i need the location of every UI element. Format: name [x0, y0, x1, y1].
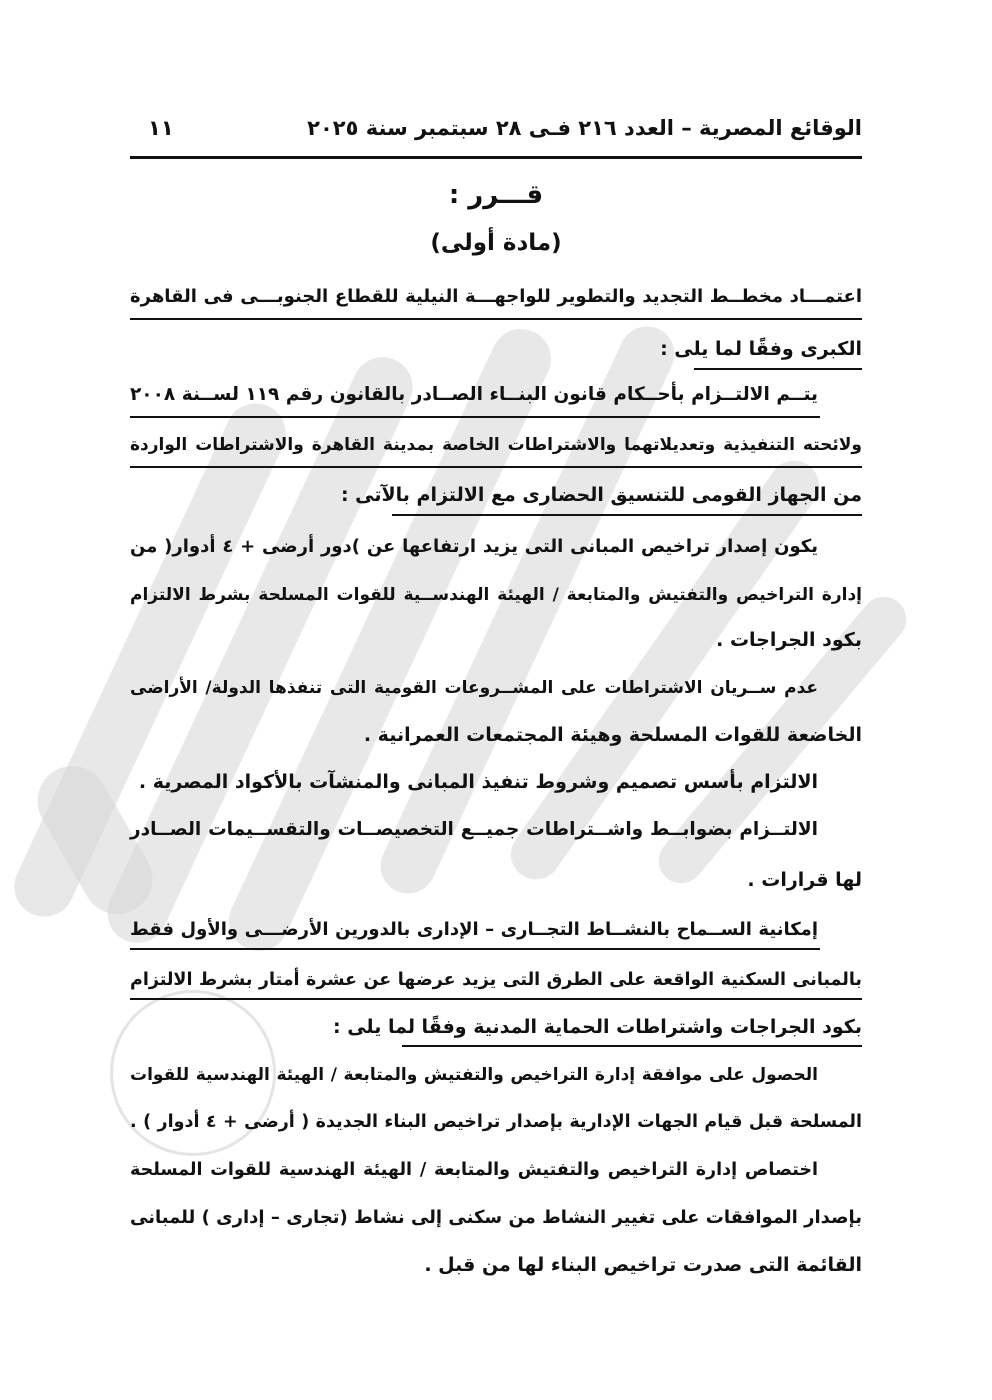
text-line: اعتمـــاد مخطــط التجديد والتطوير للواجهـــة النيلية للقطاع الجنوبـــى فى القاهرة — [130, 286, 862, 307]
text-line: المسلحة قبل قيام الجهات الإدارية بإصدار تراخيص البناء الجديدة ( أرضى + ٤ أدوار ) . — [130, 1112, 862, 1132]
underline — [130, 948, 820, 950]
text-line: إدارة التراخيص والتفتيش والمتابعة / الهيئة الهندســية للقوات المسلحة بشرط الالتزام — [130, 585, 862, 605]
page-header — [130, 112, 862, 152]
text-line: الكبرى وفقًا لما يلى : — [660, 338, 862, 360]
text-line: بإصدار الموافقات على تغيير النشاط من سكنى إلى نشاط (تجارى – إدارى ) للمبانى — [130, 1207, 862, 1228]
article-heading: (مادة أولى) — [430, 230, 562, 256]
text-line: الحصول على موافقة إدارة التراخيص والتفتيش والمتابعة / الهيئة الهندسية للقوات — [130, 1065, 818, 1085]
underline — [130, 318, 862, 320]
text-line: لها قرارات . — [747, 869, 862, 891]
text-line: القائمة التى صدرت تراخيص البناء لها من قبل . — [424, 1254, 862, 1276]
header-title: الوقائع المصرية – العدد ٢١٦ فـى ٢٨ سبتمبر سنة ٢٠٢٥ — [307, 116, 862, 140]
text-line: الخاضعة للقوات المسلحة وهيئة المجتمعات العمرانية . — [363, 724, 862, 746]
text-line: الالتــزام بضوابــط واشــتراطات جميــع التخصيصــات والتقســيمات الصــادر — [130, 819, 818, 840]
page-number: ١١ — [148, 116, 174, 140]
text-line: يكون إصدار تراخيص المبانى التى يزيد ارتفاعها عن )دور أرضى + ٤ أدوار( من — [130, 536, 818, 557]
decision-heading: قـــرر : — [448, 180, 544, 210]
text-line: بكود الجراجات واشتراطات الحماية المدنية وفقًا لما يلى : — [333, 1016, 862, 1038]
underline — [402, 1045, 862, 1047]
text-line: يتــم الالتــزام بأحــكام قانون البنــاء الصــادر بالقانون رقم ١١٩ لســنة ٢٠٠٨ — [130, 384, 818, 405]
underline — [130, 466, 862, 468]
text-line: الالتزام بأسس تصميم وشروط تنفيذ المبانى والمنشآت بالأكواد المصرية . — [138, 771, 818, 793]
text-line: بالمبانى السكنية الواقعة على الطرق التى يزيد عرضها عن عشرة أمتار بشرط الالتزام — [130, 970, 862, 990]
header-rule — [130, 156, 862, 159]
text-line: إمكانية الســماح بالنشــاط التجــارى – الإدارى بالدورين الأرضـــى والأول فقط — [130, 919, 818, 940]
text-line: ولائحته التنفيذية وتعديلاتهما والاشتراطات الخاصة بمدينة القاهرة والاشتراطات الواردة — [130, 435, 862, 455]
text-line: من الجهاز القومى للتنسيق الحضارى مع الالتزام بالآتى : — [340, 484, 862, 506]
underline — [392, 514, 862, 516]
underline — [694, 368, 862, 370]
underline — [130, 416, 820, 418]
text-line: عدم ســريان الاشتراطات على المشــروعات القومية التى تنفذها الدولة/ الأراضى — [130, 678, 818, 698]
text-line: اختصاص إدارة التراخيص والتفتيش والمتابعة / الهيئة الهندسية للقوات المسلحة — [130, 1160, 818, 1180]
underline — [130, 998, 862, 1000]
text-line: بكود الجراجات . — [716, 629, 862, 651]
